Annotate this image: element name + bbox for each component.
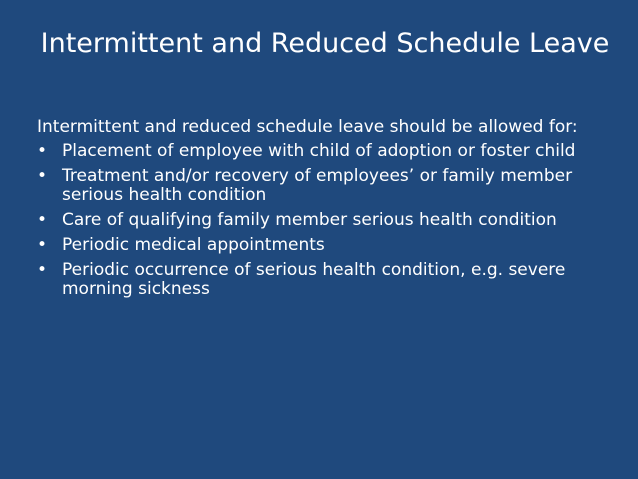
intro-text: Intermittent and reduced schedule leave should be allowed for: (37, 117, 578, 137)
list-item (37, 236, 617, 255)
slide-body (37, 118, 617, 305)
bullet-text: Periodic occurrence of serious health condition, e.g. severe morning sickness (62, 260, 566, 299)
list-item (37, 211, 617, 230)
list-item (37, 261, 617, 299)
list-item (37, 142, 617, 161)
bullet-text: Placement of employee with child of adoption or foster child (62, 141, 576, 161)
bullet-text: Treatment and/or recovery of employees’ or family member serious health condition (62, 166, 573, 205)
bullet-icon: • (37, 235, 48, 255)
bullet-text: Periodic medical appointments (62, 235, 325, 255)
bullet-list (37, 142, 617, 299)
bullet-icon: • (37, 260, 48, 280)
list-item (37, 167, 617, 205)
slide-title: Intermittent and Reduced Schedule Leave (40, 28, 610, 59)
bullet-icon: • (37, 210, 48, 230)
bullet-text: Care of qualifying family member serious health condition (62, 210, 557, 230)
bullet-icon: • (37, 166, 48, 186)
bullet-icon: • (37, 141, 48, 161)
